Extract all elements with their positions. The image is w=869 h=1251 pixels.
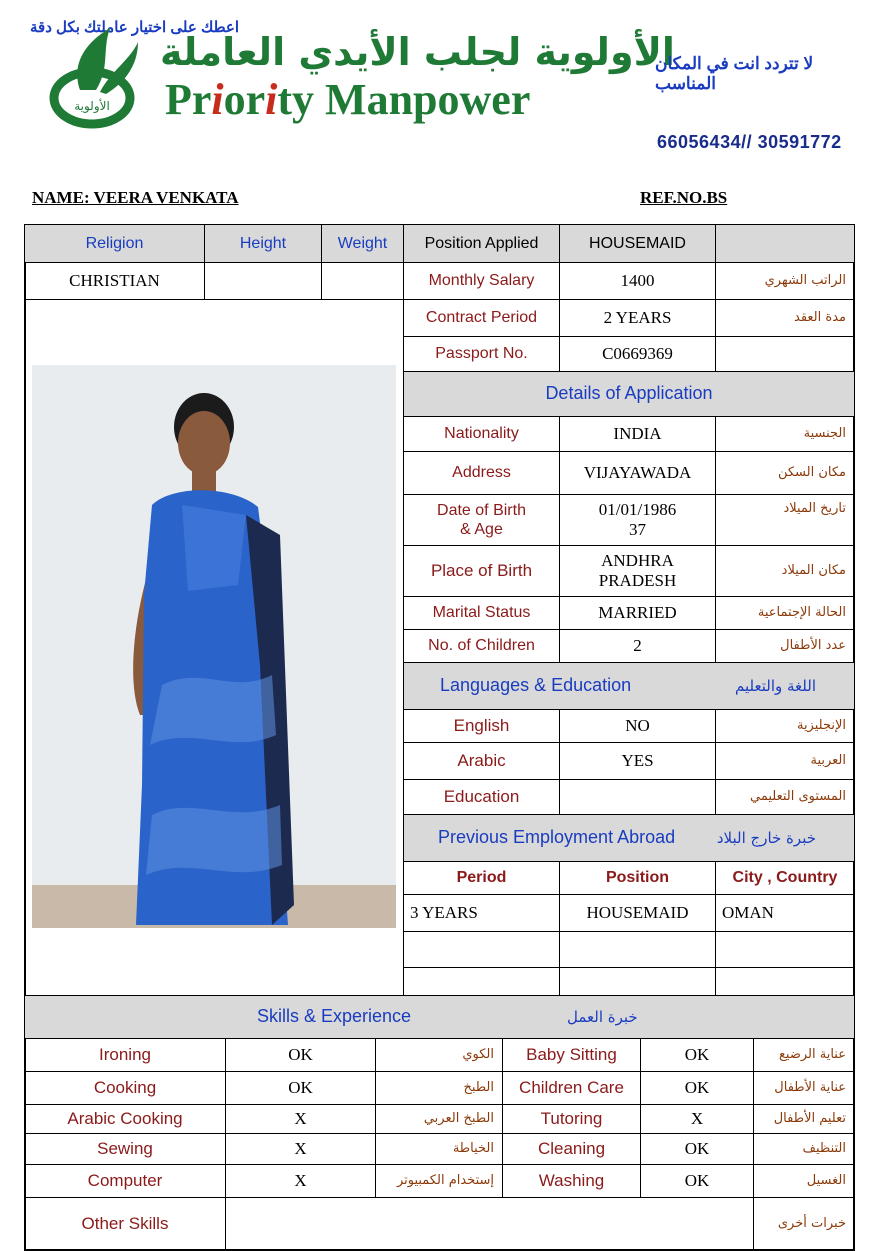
languages-header-en: Languages & Education	[440, 675, 632, 696]
marital-status-arabic: الحالة الإجتماعية	[715, 596, 855, 630]
skill-label-right: Baby Sitting	[502, 1038, 641, 1072]
skill-arabic-right: الغسيل	[753, 1164, 855, 1198]
skill-value-left: X	[225, 1133, 376, 1165]
contract-period-label: Contract Period	[403, 299, 560, 337]
tagline-arabic: اعطك على اختيار عاملتك بكل دقة	[30, 19, 240, 36]
weight-label: Weight	[321, 224, 404, 263]
english-arabic: الإنجليزية	[715, 709, 855, 743]
passport-arabic	[715, 336, 855, 372]
skill-value-right: OK	[640, 1038, 754, 1072]
skill-arabic-left: الخياطة	[375, 1133, 503, 1165]
skill-value-left: OK	[225, 1038, 376, 1072]
languages-header	[403, 662, 855, 710]
employment-empty-cell	[715, 967, 855, 996]
skill-value-right: X	[640, 1104, 754, 1134]
skills-header-en: Skills & Experience	[257, 1006, 412, 1027]
company-logo	[40, 20, 150, 130]
dob-label: Date of Birth & Age	[403, 494, 560, 546]
arabic-arabic: العربية	[715, 742, 855, 780]
height-value	[204, 262, 322, 300]
religion-value: CHRISTIAN	[24, 262, 205, 300]
logo-text: الأولوية	[74, 99, 110, 113]
other-skills-label: Other Skills	[24, 1197, 226, 1251]
application-details-header: Details of Application	[403, 371, 855, 417]
monthly-salary-value: 1400	[559, 262, 716, 300]
employment-empty-cell	[559, 931, 716, 968]
position-column-header: Position	[559, 861, 716, 895]
employment-period: 3 YEARS	[403, 894, 560, 932]
children-value: 2	[559, 629, 716, 663]
height-label: Height	[204, 224, 322, 263]
employment-empty-cell	[559, 967, 716, 996]
education-label: Education	[403, 779, 560, 815]
contract-period-arabic: مدة العقد	[715, 299, 855, 337]
position-arabic-cell	[715, 224, 855, 263]
contract-period-value: 2 YEARS	[559, 299, 716, 337]
phone-numbers: 66056434// 30591772	[657, 132, 842, 152]
skill-value-right: OK	[640, 1071, 754, 1105]
skill-label-right: Cleaning	[502, 1133, 641, 1165]
skill-arabic-left: الكوي	[375, 1038, 503, 1072]
skill-label-right: Tutoring	[502, 1104, 641, 1134]
monthly-salary-label: Monthly Salary	[403, 262, 560, 300]
weight-value	[321, 262, 404, 300]
arabic-value: YES	[559, 742, 716, 780]
skill-arabic-right: تعليم الأطفال	[753, 1104, 855, 1134]
reference-number: REF.NO.BS	[640, 188, 728, 207]
employment-empty-cell	[403, 967, 560, 996]
place-of-birth-label: Place of Birth	[403, 545, 560, 597]
dob-value: 01/01/1986 37	[559, 494, 716, 546]
applicant-photo	[32, 365, 396, 928]
skill-label-left: Sewing	[24, 1133, 226, 1165]
passport-label: Passport No.	[403, 336, 560, 372]
arabic-label: Arabic	[403, 742, 560, 780]
address-label: Address	[403, 451, 560, 495]
place-of-birth-value: ANDHRA PRADESH	[559, 545, 716, 597]
skill-arabic-right: عناية الرضيع	[753, 1038, 855, 1072]
skill-arabic-left: إستخدام الكمبيوتر	[375, 1164, 503, 1198]
skill-label-left: Arabic Cooking	[24, 1104, 226, 1134]
skill-label-left: Cooking	[24, 1071, 226, 1105]
nationality-label: Nationality	[403, 416, 560, 452]
skill-value-left: OK	[225, 1071, 376, 1105]
skill-arabic-left: الطبخ العربي	[375, 1104, 503, 1134]
skill-label-left: Computer	[24, 1164, 226, 1198]
place-of-birth-arabic: مكان الميلاد	[715, 545, 855, 597]
skill-label-right: Children Care	[502, 1071, 641, 1105]
employment-header-ar: خبرة خارج البلاد	[716, 829, 816, 847]
position-applied-label: Position Applied	[403, 224, 560, 263]
applicant-name: NAME: VEERA VENKATA	[32, 188, 239, 207]
nationality-arabic: الجنسية	[715, 416, 855, 452]
marital-status-label: Marital Status	[403, 596, 560, 630]
education-arabic: المستوى التعليمي	[715, 779, 855, 815]
education-value	[559, 779, 716, 815]
skill-label-left: Ironing	[24, 1038, 226, 1072]
monthly-salary-arabic: الراتب الشهري	[715, 262, 855, 300]
slogan-arabic: لا تتردد انت في المكان المناسب	[655, 54, 814, 93]
country-column-header: City , Country	[715, 861, 855, 895]
other-skills-arabic: خبرات أخرى	[753, 1197, 855, 1251]
children-label: No. of Children	[403, 629, 560, 663]
skill-arabic-right: التنظيف	[753, 1133, 855, 1165]
skills-header	[24, 995, 855, 1039]
address-value: VIJAYAWADA	[559, 451, 716, 495]
english-value: NO	[559, 709, 716, 743]
period-column-header: Period	[403, 861, 560, 895]
skill-value-right: OK	[640, 1133, 754, 1165]
brand-english: Priority Manpower	[165, 75, 531, 124]
skill-arabic-right: عناية الأطفال	[753, 1071, 855, 1105]
employment-header	[403, 814, 855, 862]
employment-header-en: Previous Employment Abroad	[438, 827, 676, 848]
nationality-value: INDIA	[559, 416, 716, 452]
skill-value-left: X	[225, 1104, 376, 1134]
brand-arabic: الأولوية لجلب الأيدي العاملة	[160, 30, 675, 74]
marital-status-value: MARRIED	[559, 596, 716, 630]
passport-value: C0669369	[559, 336, 716, 372]
employment-country: OMAN	[715, 894, 855, 932]
employment-empty-cell	[403, 931, 560, 968]
skills-header-ar: خبرة العمل	[567, 1008, 638, 1026]
english-label: English	[403, 709, 560, 743]
other-skills-value	[225, 1197, 754, 1251]
skill-arabic-left: الطبخ	[375, 1071, 503, 1105]
skill-value-left: X	[225, 1164, 376, 1198]
employment-position: HOUSEMAID	[559, 894, 716, 932]
position-applied-value: HOUSEMAID	[559, 224, 716, 263]
skill-label-right: Washing	[502, 1164, 641, 1198]
religion-label: Religion	[24, 224, 205, 263]
dob-arabic: تاريخ الميلاد	[715, 494, 855, 546]
languages-header-ar: اللغة والتعليم	[735, 677, 816, 695]
skill-value-right: OK	[640, 1164, 754, 1198]
address-arabic: مكان السكن	[715, 451, 855, 495]
children-arabic: عدد الأطفال	[715, 629, 855, 663]
employment-empty-cell	[715, 931, 855, 968]
